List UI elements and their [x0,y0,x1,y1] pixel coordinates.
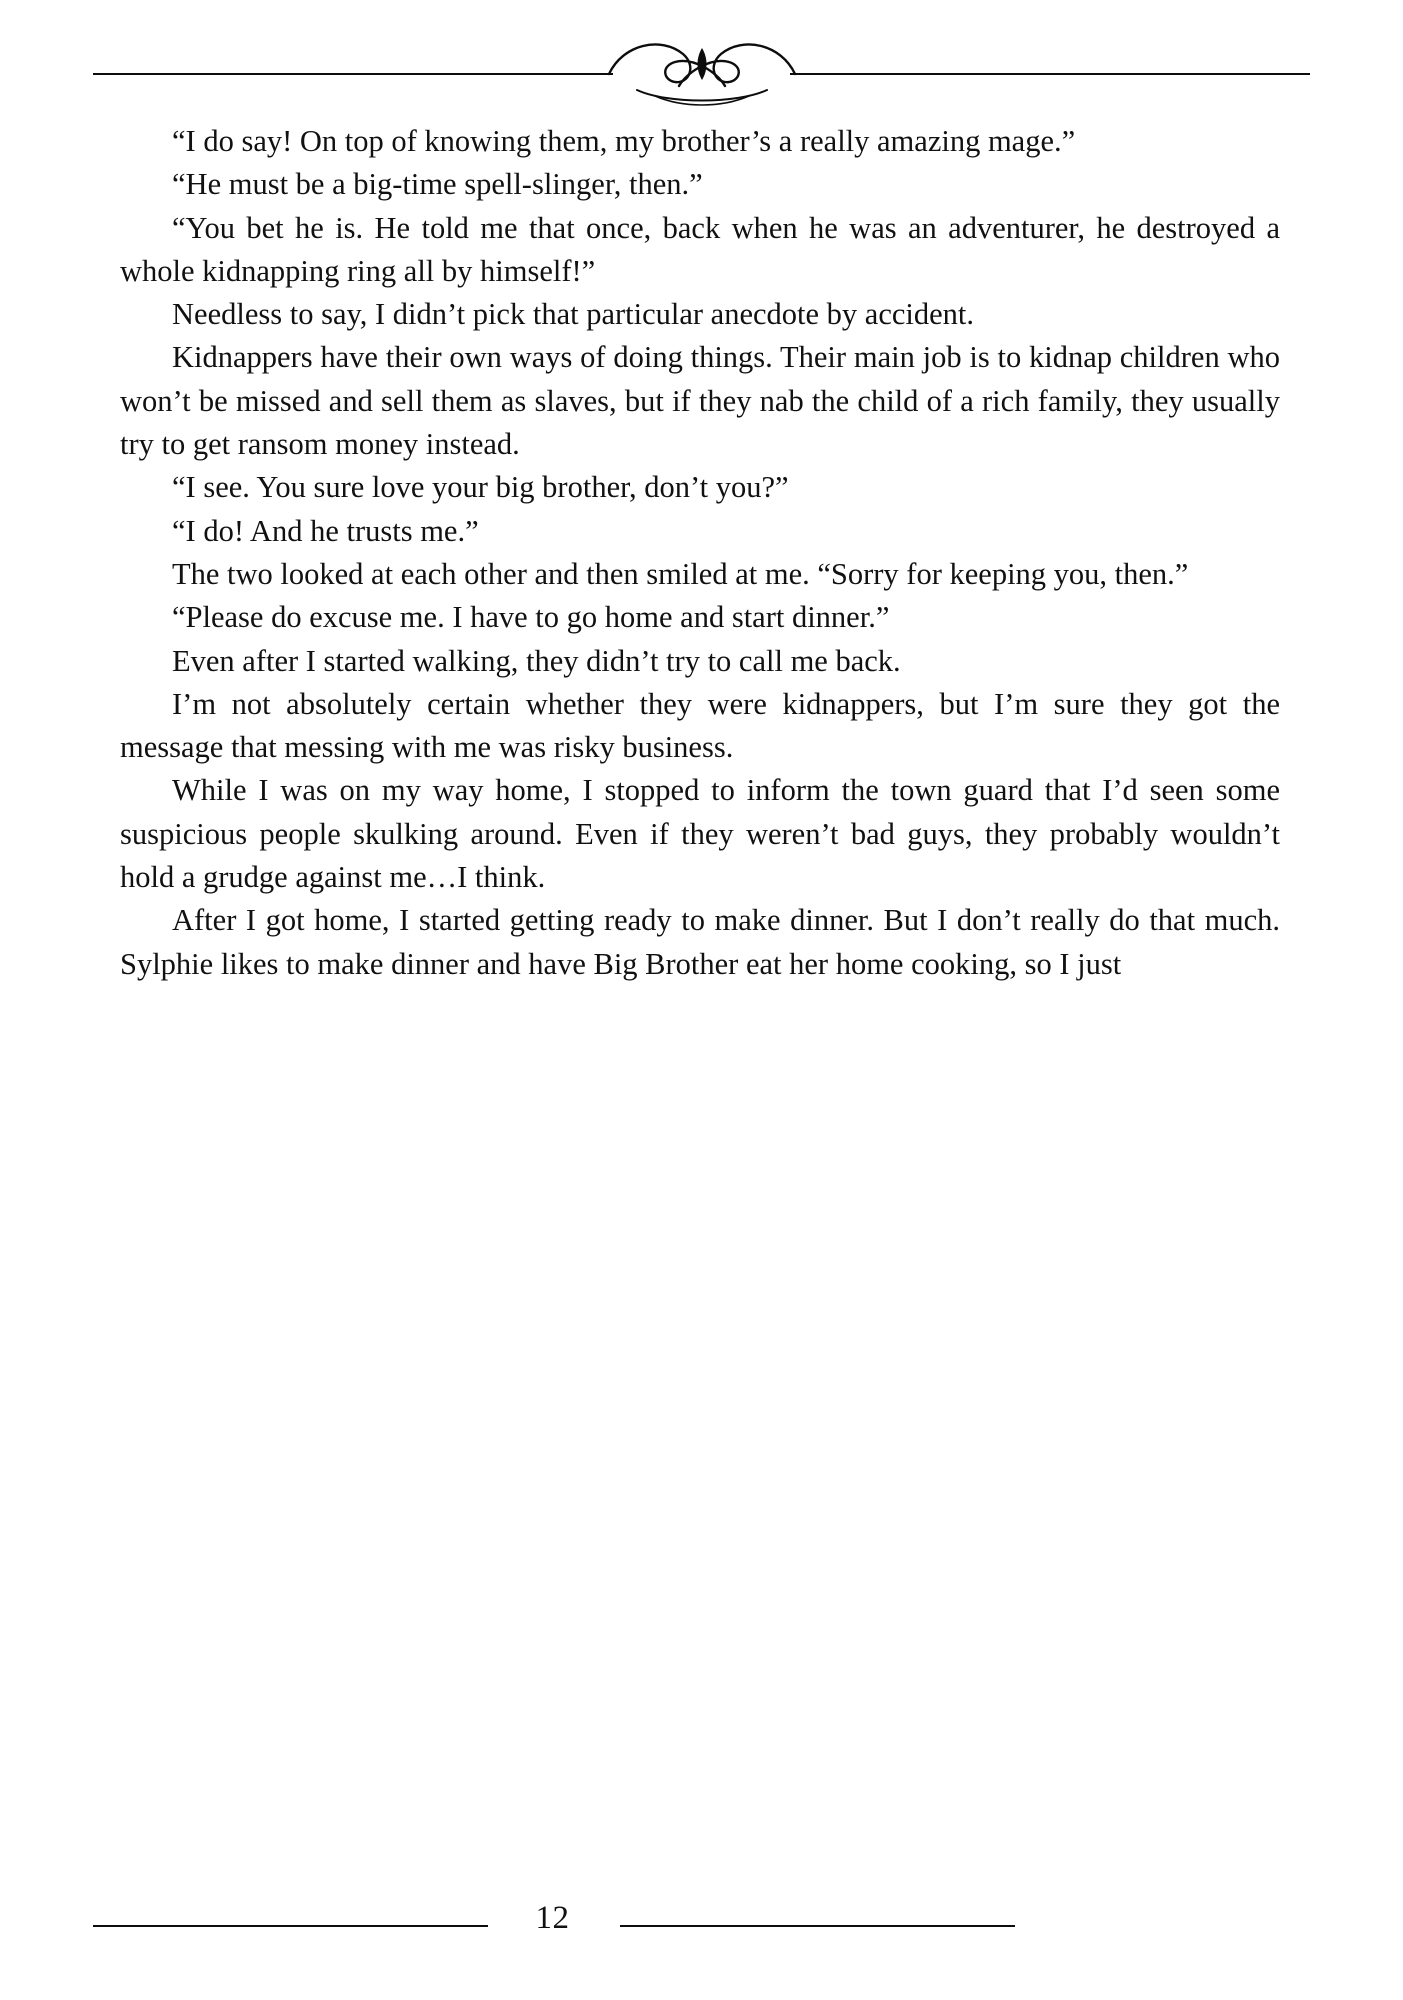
paragraph: “I do! And he trusts me.” [172,513,479,548]
paragraph: “He must be a big-time spell-slinger, then.” [172,167,703,202]
paragraph: After I got home, I started getting ready to make dinner. But I don’t really do that much. Sylphie likes to make dinner and have Big Brother eat her home cooking, so I just [120,903,1280,981]
paragraph: Needless to say, I didn’t pick that particular anecdote by accident. [172,297,975,332]
paragraph: The two looked at each other and then smiled at me. “Sorry for keeping you, then.” [172,556,1189,591]
page-body-text [0,120,1403,1850]
paragraph: Kidnappers have their own ways of doing things. Their main job is to kidnap children who won’t be missed and sell them as slaves, but if they nab the child of a rich family, they usually try to get ransom money instead. [120,340,1280,462]
page-header-ornament [0,0,1403,120]
paragraph: “I see. You sure love your big brother, don’t you?” [172,470,789,505]
paragraph: “I do say! On top of knowing them, my brother’s a really amazing mage.” [172,124,1076,158]
page-footer [0,1850,1403,2000]
paragraph: While I was on my way home, I stopped to inform the town guard that I’d seen some suspicious people skulking around. Even if they weren’t bad guys, they probably wouldn’t hold a grudge against me…I think. [120,773,1280,895]
decorative-flourish-divider-icon [0,28,1403,112]
paragraph: I’m not absolutely certain whether they were kidnappers, but I’m sure they got the message that messing with me was risky business. [120,686,1280,765]
page-number [0,1900,1403,1937]
paragraph: Even after I started walking, they didn’t try to call me back. [172,643,901,678]
page-number-value: 12 [535,1900,570,1936]
paragraph: “Please do excuse me. I have to go home and start dinner.” [172,600,890,635]
paragraph: “You bet he is. He told me that once, back when he was an adventurer, he destroyed a whole kidnapping ring all by himself!” [120,210,1280,288]
